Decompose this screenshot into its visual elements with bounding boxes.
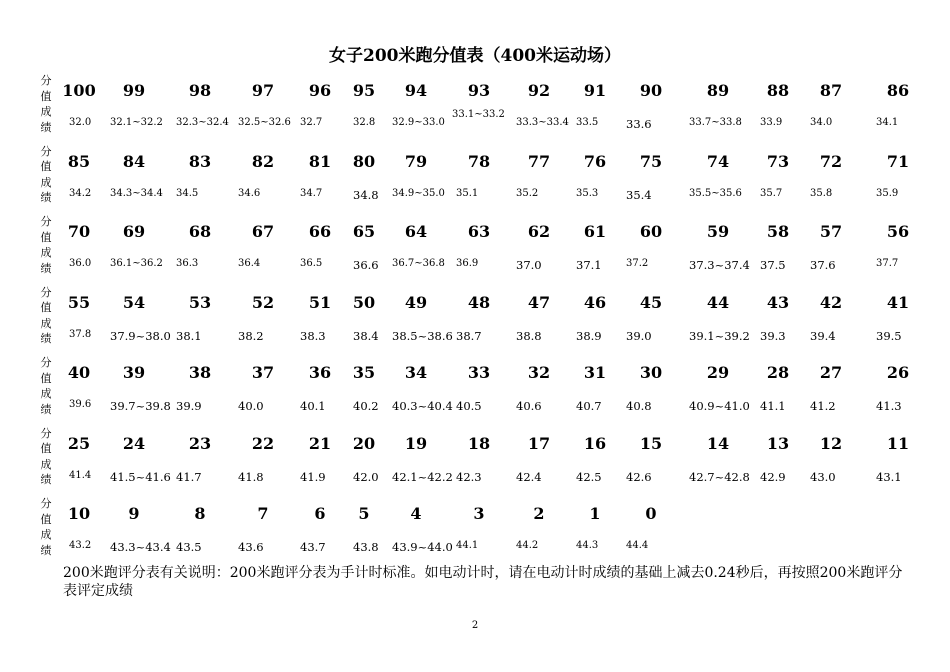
time-cell: 42.7~42.8 <box>689 469 750 484</box>
time-cell: 41.4 <box>69 469 92 481</box>
side-label-char: 绩 <box>40 402 52 416</box>
row-side-label <box>36 144 56 206</box>
score-cell: 59 <box>706 222 730 241</box>
side-label-char: 分 <box>40 497 52 510</box>
time-cell: 37.1 <box>576 258 602 272</box>
time-cell: 35.2 <box>516 187 539 199</box>
time-cell: 34.5 <box>176 187 199 199</box>
time-cell: 37.2 <box>626 258 649 269</box>
time-cell: 38.8 <box>516 328 542 343</box>
score-cell: 56 <box>886 222 910 241</box>
time-cell: 40.0 <box>238 399 264 413</box>
row-side-label <box>36 426 56 488</box>
time-cell: 39.9 <box>176 399 202 413</box>
time-cell: 40.1 <box>300 399 326 413</box>
side-label-char: 绩 <box>40 261 52 275</box>
time-cell: 33.3~33.4 <box>516 117 569 128</box>
time-cell: 34.7 <box>300 187 323 199</box>
score-cell: 79 <box>404 151 428 171</box>
score-cell: 95 <box>352 81 376 100</box>
score-cell: 32 <box>527 363 551 382</box>
time-cell: 37.8 <box>69 328 92 340</box>
score-cell: 9 <box>128 504 140 523</box>
score-cell: 33 <box>467 363 491 382</box>
time-cell: 42.9 <box>760 469 786 484</box>
time-cell: 34.3~34.4 <box>110 187 163 199</box>
score-cell: 65 <box>352 222 376 241</box>
time-cell: 34.2 <box>69 187 92 199</box>
score-cell: 68 <box>188 222 212 241</box>
side-label-char: 绩 <box>40 120 52 134</box>
score-cell: 69 <box>122 222 146 241</box>
score-cell: 8 <box>194 504 206 523</box>
score-cell: 91 <box>583 81 607 100</box>
time-cell: 36.3 <box>176 258 199 269</box>
time-cell: 32.8 <box>353 117 376 128</box>
score-cell: 26 <box>886 363 910 382</box>
time-cell: 42.0 <box>353 469 379 484</box>
row-side-label <box>36 214 56 276</box>
score-cell: 96 <box>308 81 332 100</box>
score-cell: 67 <box>251 222 275 241</box>
time-cell: 42.4 <box>516 469 542 484</box>
time-cell: 36.5 <box>300 258 323 269</box>
time-cell: 34.6 <box>238 187 261 199</box>
row-side-label <box>36 73 56 135</box>
score-cell: 43 <box>766 292 790 312</box>
side-label-char: 分 <box>40 215 52 228</box>
table-row-block <box>36 73 916 144</box>
score-cell: 82 <box>251 151 275 171</box>
score-cell: 40 <box>67 363 91 382</box>
side-label-char: 成 <box>40 246 52 259</box>
score-cell: 6 <box>314 504 326 523</box>
score-cell: 61 <box>583 222 607 241</box>
score-cell: 86 <box>886 81 910 100</box>
score-cell: 90 <box>639 81 663 100</box>
time-cell: 32.1~32.2 <box>110 117 163 128</box>
score-cell: 54 <box>122 292 146 312</box>
time-cell: 33.6 <box>626 117 652 131</box>
score-cell: 37 <box>251 363 275 382</box>
score-cell: 34 <box>404 363 428 382</box>
side-label-char: 绩 <box>40 473 52 486</box>
time-cell: 33.1~33.2 <box>452 109 505 120</box>
time-cell: 35.7 <box>760 187 783 199</box>
score-cell: 47 <box>527 292 551 312</box>
score-cell: 39 <box>122 363 146 382</box>
score-cell: 36 <box>308 363 332 382</box>
score-cell: 57 <box>819 222 843 241</box>
time-cell: 34.1 <box>876 117 899 128</box>
time-cell: 32.3~32.4 <box>176 117 229 128</box>
time-cell: 32.5~32.6 <box>238 117 291 128</box>
score-cell: 94 <box>404 81 428 100</box>
score-cell: 84 <box>122 151 146 171</box>
score-cell: 16 <box>583 433 607 453</box>
score-cell: 44 <box>706 292 730 312</box>
time-cell: 43.6 <box>238 540 264 554</box>
time-cell: 36.1~36.2 <box>110 258 163 269</box>
score-cell: 15 <box>639 433 663 453</box>
score-cell: 99 <box>122 81 146 100</box>
time-cell: 43.0 <box>810 469 836 484</box>
note-text: 200米跑评分表有关说明：200米跑评分表为手计时标准。如电动计时，请在电动计时成绩的基础上减去0.24秒后，再按照200米跑评分表评定成绩 <box>63 565 903 599</box>
score-cell: 2 <box>533 504 545 523</box>
score-cell: 25 <box>67 433 91 453</box>
time-cell: 42.1~42.2 <box>392 469 453 484</box>
time-cell: 41.2 <box>810 399 836 413</box>
time-cell: 40.5 <box>456 399 482 413</box>
score-cell: 4 <box>410 504 422 523</box>
table-row-block <box>36 285 916 356</box>
score-cell: 71 <box>886 151 910 171</box>
time-cell: 35.1 <box>456 187 479 199</box>
side-label-char: 成 <box>40 387 52 400</box>
table-row-block <box>36 355 916 426</box>
time-cell: 37.7 <box>876 258 899 269</box>
score-cell: 46 <box>583 292 607 312</box>
score-cell: 64 <box>404 222 428 241</box>
score-cell: 55 <box>67 292 91 312</box>
time-cell: 41.5~41.6 <box>110 469 171 484</box>
time-cell: 44.1 <box>456 540 479 551</box>
time-cell: 34.8 <box>353 187 379 202</box>
score-cell: 70 <box>67 222 91 241</box>
side-label-char: 绩 <box>40 191 52 204</box>
time-cell: 34.9~35.0 <box>392 187 445 199</box>
score-cell: 1 <box>589 504 601 523</box>
time-cell: 35.8 <box>810 187 833 199</box>
score-cell: 20 <box>352 433 376 453</box>
row-side-label <box>36 496 56 558</box>
score-cell: 87 <box>819 81 843 100</box>
time-cell: 38.1 <box>176 328 202 343</box>
score-cell: 27 <box>819 363 843 382</box>
time-cell: 32.9~33.0 <box>392 117 445 128</box>
time-cell: 44.2 <box>516 540 539 551</box>
score-cell: 21 <box>308 433 332 453</box>
score-cell: 30 <box>639 363 663 382</box>
score-cell: 66 <box>308 222 332 241</box>
time-cell: 43.5 <box>176 540 202 554</box>
score-cell: 100 <box>62 81 96 100</box>
time-cell: 33.5 <box>576 117 599 128</box>
time-cell: 32.0 <box>69 117 92 128</box>
time-cell: 36.7~36.8 <box>392 258 445 269</box>
side-label-char: 成 <box>40 457 52 471</box>
time-cell: 37.0 <box>516 258 542 272</box>
time-cell: 39.6 <box>69 399 92 410</box>
score-cell: 73 <box>766 151 790 171</box>
time-cell: 43.2 <box>69 540 92 551</box>
score-cell: 7 <box>257 504 269 523</box>
time-cell: 32.7 <box>300 117 323 128</box>
page-title: 女子200米跑分值表（400米运动场） <box>329 46 621 66</box>
side-label-char: 成 <box>40 105 52 118</box>
side-label-char: 值 <box>40 230 52 244</box>
side-label-char: 成 <box>40 175 52 189</box>
time-cell: 36.4 <box>238 258 261 269</box>
time-cell: 42.5 <box>576 469 602 484</box>
score-cell: 3 <box>473 504 485 523</box>
time-cell: 43.3~43.4 <box>110 540 171 554</box>
time-cell: 41.1 <box>760 399 786 413</box>
time-cell: 35.5~35.6 <box>689 187 742 199</box>
score-cell: 41 <box>886 292 910 312</box>
time-cell: 36.0 <box>69 258 92 269</box>
score-cell: 42 <box>819 292 843 312</box>
score-cell: 97 <box>251 81 275 100</box>
score-cell: 52 <box>251 292 275 312</box>
score-cell: 50 <box>352 292 376 312</box>
time-cell: 40.3~40.4 <box>392 399 453 413</box>
score-cell: 48 <box>467 292 491 312</box>
time-cell: 41.9 <box>300 469 326 484</box>
side-label-char: 值 <box>40 301 52 314</box>
side-label-char: 分 <box>40 426 52 440</box>
score-cell: 80 <box>352 151 376 171</box>
time-cell: 43.8 <box>353 540 379 554</box>
time-cell: 39.0 <box>626 328 652 343</box>
score-cell: 24 <box>122 433 146 453</box>
time-cell: 44.4 <box>626 540 649 551</box>
time-cell: 38.9 <box>576 328 602 343</box>
row-side-label <box>36 355 56 417</box>
score-cell: 49 <box>404 292 428 312</box>
time-cell: 38.2 <box>238 328 264 343</box>
side-label-char: 分 <box>40 74 52 87</box>
time-cell: 39.3 <box>760 328 786 343</box>
score-cell: 51 <box>308 292 332 312</box>
score-cell: 18 <box>467 433 491 453</box>
score-cell: 98 <box>188 81 212 100</box>
side-label-char: 绩 <box>40 332 52 345</box>
time-cell: 38.4 <box>353 328 379 343</box>
time-cell: 33.7~33.8 <box>689 117 742 128</box>
score-cell: 85 <box>67 151 91 171</box>
score-cell: 45 <box>639 292 663 312</box>
time-cell: 37.6 <box>810 258 836 272</box>
score-cell: 0 <box>645 504 657 523</box>
time-cell: 42.6 <box>626 469 652 484</box>
time-cell: 37.5 <box>760 258 786 272</box>
row-side-label <box>36 285 56 347</box>
time-cell: 38.5~38.6 <box>392 328 453 343</box>
score-cell: 22 <box>251 433 275 453</box>
time-cell: 38.7 <box>456 328 482 343</box>
time-cell: 39.4 <box>810 328 836 343</box>
time-cell: 43.7 <box>300 540 326 554</box>
score-cell: 89 <box>706 81 730 100</box>
time-cell: 37.9~38.0 <box>110 328 171 343</box>
score-cell: 38 <box>188 363 212 382</box>
score-cell: 5 <box>358 504 370 523</box>
side-label-char: 分 <box>40 285 52 299</box>
time-cell: 43.9~44.0 <box>392 540 453 554</box>
score-cell: 78 <box>467 151 491 171</box>
score-cell: 83 <box>188 151 212 171</box>
score-table <box>36 73 916 567</box>
score-cell: 11 <box>886 433 910 453</box>
time-cell: 38.3 <box>300 328 326 343</box>
time-cell: 33.9 <box>760 117 783 128</box>
side-label-char: 值 <box>40 89 52 103</box>
score-cell: 12 <box>819 433 843 453</box>
time-cell: 35.4 <box>626 187 652 202</box>
time-cell: 34.0 <box>810 117 833 128</box>
time-cell: 40.8 <box>626 399 652 413</box>
score-cell: 14 <box>706 433 730 453</box>
time-cell: 40.9~41.0 <box>689 399 750 413</box>
score-cell: 60 <box>639 222 663 241</box>
side-label-char: 分 <box>40 356 52 369</box>
side-label-char: 成 <box>40 528 52 541</box>
score-cell: 76 <box>583 151 607 171</box>
time-cell: 35.9 <box>876 187 899 199</box>
score-cell: 23 <box>188 433 212 453</box>
side-label-char: 成 <box>40 316 52 330</box>
score-cell: 75 <box>639 151 663 171</box>
score-cell: 81 <box>308 151 332 171</box>
score-cell: 53 <box>188 292 212 312</box>
time-cell: 39.1~39.2 <box>689 328 750 343</box>
time-cell: 40.7 <box>576 399 602 413</box>
time-cell: 39.5 <box>876 328 902 343</box>
score-cell: 17 <box>527 433 551 453</box>
score-cell: 74 <box>706 151 730 171</box>
score-cell: 31 <box>583 363 607 382</box>
side-label-char: 分 <box>40 144 52 158</box>
side-label-char: 值 <box>40 371 52 385</box>
time-cell: 35.3 <box>576 187 599 199</box>
time-cell: 44.3 <box>576 540 599 551</box>
score-cell: 58 <box>766 222 790 241</box>
score-cell: 13 <box>766 433 790 453</box>
time-cell: 42.3 <box>456 469 482 484</box>
side-label-char: 值 <box>40 512 52 526</box>
time-cell: 41.8 <box>238 469 264 484</box>
table-row-block <box>36 426 916 497</box>
time-cell: 43.1 <box>876 469 902 484</box>
score-cell: 35 <box>352 363 376 382</box>
side-label-char: 绩 <box>40 543 52 557</box>
score-cell: 28 <box>766 363 790 382</box>
table-row-block <box>36 214 916 285</box>
score-cell: 10 <box>67 504 91 523</box>
time-cell: 36.6 <box>353 258 379 272</box>
time-cell: 37.3~37.4 <box>689 258 750 272</box>
score-cell: 77 <box>527 151 551 171</box>
time-cell: 41.7 <box>176 469 202 484</box>
score-cell: 63 <box>467 222 491 241</box>
score-cell: 92 <box>527 81 551 100</box>
page-number: 2 <box>471 620 479 631</box>
table-row-block <box>36 144 916 215</box>
time-cell: 36.9 <box>456 258 479 269</box>
side-label-char: 值 <box>40 160 52 173</box>
time-cell: 41.3 <box>876 399 902 413</box>
score-cell: 72 <box>819 151 843 171</box>
time-cell: 40.2 <box>353 399 379 413</box>
score-cell: 29 <box>706 363 730 382</box>
time-cell: 39.7~39.8 <box>110 399 171 413</box>
table-row-block <box>36 496 916 567</box>
score-cell: 93 <box>467 81 491 100</box>
score-cell: 62 <box>527 222 551 241</box>
side-label-char: 值 <box>40 442 52 455</box>
score-cell: 19 <box>404 433 428 453</box>
time-cell: 40.6 <box>516 399 542 413</box>
score-cell: 88 <box>766 81 790 100</box>
